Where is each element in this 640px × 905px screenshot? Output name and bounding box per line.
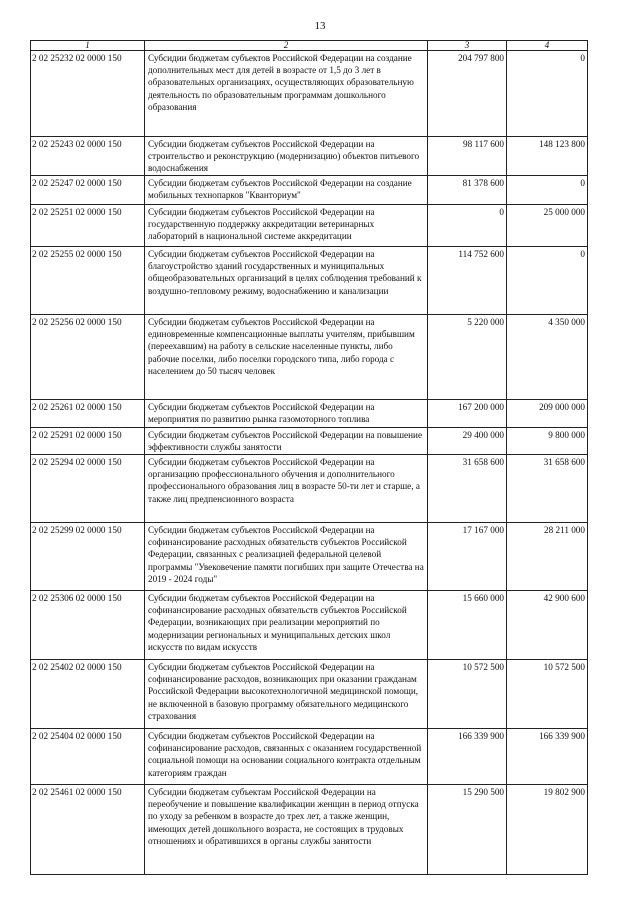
- amount-col-4: 0: [507, 176, 588, 205]
- amount-col-3: 98 117 600: [428, 137, 507, 176]
- income-name: Субсидии бюджетам субъектов Российской Федерации на повышение эффективности службы занятости: [145, 428, 428, 455]
- income-name: Субсидии бюджетам субъектов Российской Федерации на государственную поддержку аккредитации ветеринарных лабораторий в национальной системе аккредитации: [145, 205, 428, 247]
- budget-table: [30, 40, 588, 875]
- table-row: [31, 785, 588, 875]
- table-row: [31, 137, 588, 176]
- income-name: Субсидии бюджетам субъектов Российской Федерации на софинансирование расходов, связанных с оказанием государственной социальной помощи на основании социального контракта отдельным категориям граждан: [145, 729, 428, 785]
- income-name: Субсидии бюджетам субъектов Российской Федерации на софинансирование расходов, возникающих при оказании гражданам Российской Федерации высокотехнологичной медицинской помощи, не включенной в базовую программу обязательного медицинского страхования: [145, 660, 428, 729]
- amount-col-3: 15 290 500: [428, 785, 507, 875]
- budget-code: 2 02 25291 02 0000 150: [31, 428, 145, 455]
- budget-code: 2 02 25256 02 0000 150: [31, 315, 145, 400]
- budget-code: 2 02 25461 02 0000 150: [31, 785, 145, 875]
- amount-col-4: 0: [507, 51, 588, 137]
- amount-col-4: 19 802 900: [507, 785, 588, 875]
- income-name: Субсидии бюджетам субъектов Российской Федерации на создание дополнительных мест для детей в возрасте от 1,5 до 3 лет в образовательных организациях, осуществляющих образовательную деятельность по образовательным программам дошкольного образования: [145, 51, 428, 137]
- table-row: [31, 523, 588, 591]
- amount-col-4: 31 658 600: [507, 455, 588, 523]
- table-row: [31, 205, 588, 247]
- amount-col-4: 148 123 800: [507, 137, 588, 176]
- header-row: [31, 41, 588, 51]
- amount-col-3: 166 339 900: [428, 729, 507, 785]
- amount-col-4: 4 350 000: [507, 315, 588, 400]
- table-row: [31, 428, 588, 455]
- table-row: [31, 315, 588, 400]
- column-header-4: 4: [507, 41, 588, 51]
- amount-col-3: 29 400 000: [428, 428, 507, 455]
- table-row: [31, 247, 588, 315]
- budget-code: 2 02 25404 02 0000 150: [31, 729, 145, 785]
- amount-col-4: 209 000 000: [507, 400, 588, 428]
- income-name: Субсидии бюджетам субъектов Российской Федерации на софинансирование расходных обязательств субъектов Российской Федерации, возникающих при реализации мероприятий по модернизации региональных и муниципальных детских школ искусств по видам искусств: [145, 591, 428, 660]
- amount-col-4: 25 000 000: [507, 205, 588, 247]
- income-name: Субсидии бюджетам субъектов Российской Федерации на единовременные компенсационные выплаты учителям, прибывшим (переехавшим) на работу в сельские населенные пункты, либо рабочие поселки, либо поселки городского типа, либо города с населением до 50 тысяч человек: [145, 315, 428, 400]
- budget-code: 2 02 25232 02 0000 150: [31, 51, 145, 137]
- table-row: [31, 176, 588, 205]
- table-row: [31, 455, 588, 523]
- amount-col-4: 9 800 000: [507, 428, 588, 455]
- table-row: [31, 51, 588, 137]
- budget-code: 2 02 25243 02 0000 150: [31, 137, 145, 176]
- amount-col-3: 0: [428, 205, 507, 247]
- amount-col-3: 114 752 600: [428, 247, 507, 315]
- amount-col-3: 81 378 600: [428, 176, 507, 205]
- income-name: Субсидии бюджетам субъектов Российской Федерации на софинансирование расходных обязательств субъектов Российской Федерации, связанных с реализацией федеральной целевой программы "Увековечение памяти погибших при защите Отечества на 2019 - 2024 годы": [145, 523, 428, 591]
- budget-code: 2 02 25261 02 0000 150: [31, 400, 145, 428]
- income-name: Субсидии бюджетам субъектам Российской Федерации на переобучение и повышение квалификации женщин в период отпуска по уходу за ребенком в возрасте до трех лет, а также женщин, имеющих детей дошкольного возраста, не состоящих в трудовых отношениях и обратившихся в органы службы занятости: [145, 785, 428, 875]
- budget-code: 2 02 25306 02 0000 150: [31, 591, 145, 660]
- income-name: Субсидии бюджетам субъектов Российской Федерации на создание мобильных технопарков "Кванториум": [145, 176, 428, 205]
- amount-col-3: 15 660 000: [428, 591, 507, 660]
- table-row: [31, 729, 588, 785]
- column-header-1: 1: [31, 41, 145, 51]
- table-row: [31, 660, 588, 729]
- amount-col-3: 10 572 500: [428, 660, 507, 729]
- income-name: Субсидии бюджетам субъектов Российской Федерации на организацию профессионального обучения и дополнительного профессионального образования лиц в возрасте 50-ти лет и старше, а также лиц предпенсионного возраста: [145, 455, 428, 523]
- table-row: [31, 591, 588, 660]
- column-header-3: 3: [428, 41, 507, 51]
- budget-code: 2 02 25251 02 0000 150: [31, 205, 145, 247]
- table-row: [31, 400, 588, 428]
- amount-col-4: 0: [507, 247, 588, 315]
- budget-code: 2 02 25402 02 0000 150: [31, 660, 145, 729]
- amount-col-3: 167 200 000: [428, 400, 507, 428]
- amount-col-3: 5 220 000: [428, 315, 507, 400]
- column-header-2: 2: [145, 41, 428, 51]
- amount-col-3: 31 658 600: [428, 455, 507, 523]
- income-name: Субсидии бюджетам субъектов Российской Федерации на благоустройство зданий государственных и муниципальных общеобразовательных организаций в целях соблюдения требований к воздушно-тепловому режиму, водоснабжению и канализации: [145, 247, 428, 315]
- budget-code: 2 02 25247 02 0000 150: [31, 176, 145, 205]
- amount-col-4: 42 900 600: [507, 591, 588, 660]
- income-name: Субсидии бюджетам субъектов Российской Федерации на строительство и реконструкцию (модернизацию) объектов питьевого водоснабжения: [145, 137, 428, 176]
- amount-col-3: 204 797 800: [428, 51, 507, 137]
- budget-code: 2 02 25255 02 0000 150: [31, 247, 145, 315]
- budget-code: 2 02 25294 02 0000 150: [31, 455, 145, 523]
- page-number: 13: [314, 20, 326, 32]
- amount-col-4: 10 572 500: [507, 660, 588, 729]
- amount-col-4: 28 211 000: [507, 523, 588, 591]
- budget-code: 2 02 25299 02 0000 150: [31, 523, 145, 591]
- income-name: Субсидии бюджетам субъектов Российской Федерации на мероприятия по развитию рынка газомоторного топлива: [145, 400, 428, 428]
- amount-col-4: 166 339 900: [507, 729, 588, 785]
- amount-col-3: 17 167 000: [428, 523, 507, 591]
